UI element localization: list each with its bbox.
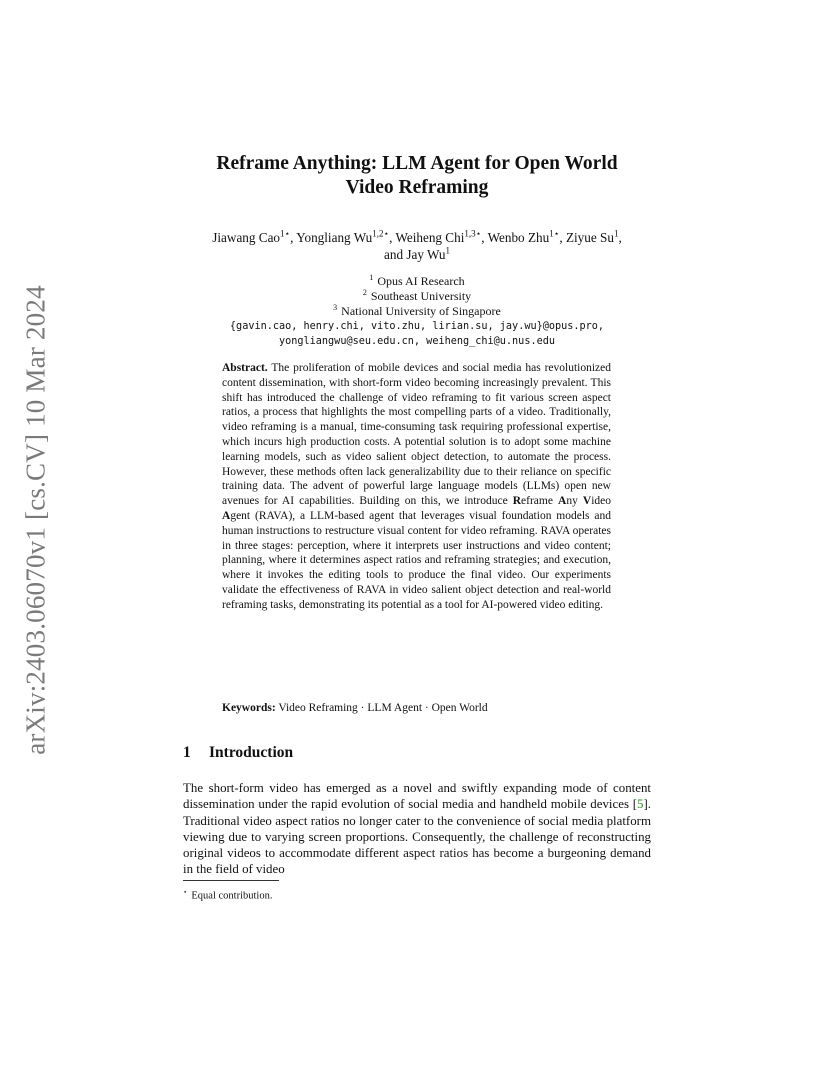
keywords-text: Video Reframing · LLM Agent · Open World [278, 702, 488, 714]
arxiv-identifier: arXiv:2403.06070v1 [cs.CV] 10 Mar 2024 [20, 285, 51, 755]
authors-and: and [384, 247, 404, 262]
affiliation: $^2$ Southeast University [362, 287, 472, 303]
author: Yongliang $Wu^{1,2⋆}$ [296, 228, 390, 245]
arxiv-stamp [16, 0, 56, 1072]
affiliations [183, 274, 651, 318]
title-line-2: Video Reframing [345, 177, 489, 198]
author: Jiawang Cao$^{1⋆}$ [212, 228, 291, 245]
author: Ziyue Su$^1$ [565, 228, 619, 245]
affiliation: $^3$ National University of Singapore [333, 302, 501, 318]
abstract [222, 361, 611, 613]
keywords-label: Keywords: [222, 702, 276, 714]
email-line: {gavin.cao, henry.chi, vito.zhu, lirian.su, jay.wu}@opus.pro, [229, 321, 605, 332]
rava-name: Reframe Any Video Agent [222, 495, 612, 522]
intro-paragraph: The short-form video has emerged as a novel and swiftly expanding mode of content dissemination under the rapid evolution of social media and handheld mobile devices [5]. Traditional video aspect ratios no longer cater to the convenience of social media platform viewing due to varying screen proportions. Consequently, the challenge of reconstructing original videos to accommodate different aspect ratios has become a burgeoning demand in the field of video [183, 781, 651, 877]
author: Weiheng Chi$^{1,3⋆}$ [395, 228, 482, 245]
author: Wenbo Zhu$^{1⋆}$ [487, 228, 560, 245]
abstract-text-1: The proliferation of mobile devices and social media has revolutionized content dissemination, with short-form video becoming increasingly prevalent. This shift has introduced the challenge of video reframing to fit various screen aspect ratios, a process that highlights the most compelling parts of a video. Traditionally, video reframing is a manual, time-consuming task requiring professional expertise, which incurs high production costs. A potential solution is to adopt some machine learning models, such as video salient object detection, to automate the process. However, these methods often lack generalizability due to their reliance on specific training data. The advent of powerful large language models (LLMs) open new avenues for AI capabilities. Building on this, we introduce [222, 362, 611, 508]
author-emails [183, 319, 651, 349]
abstract-text-2: (RAVA), a LLM-based agent that leverages visual foundation models and human instructions to restructure visual content for video reframing. RAVA operates in three stages: perception, where it interprets user instructions and video content; planning, where it determines aspect ratios and reframing strategies; and execution, where it invokes the editing tools to produce the final video. Our experiments validate the effectiveness of RAVA in video salient object detection and real-world reframing tasks, demonstrating its potential as a tool for AI-powered video editing. [222, 509, 611, 611]
affiliation: $^1$ Opus AI Research [369, 273, 465, 288]
section-heading [183, 743, 293, 763]
footnote-rule [183, 880, 279, 881]
email-line: yongliangwu@seu.edu.cn, weiheng_chi@u.nus.edu [278, 336, 555, 347]
citation-link[interactable]: 5 [637, 797, 644, 812]
footnote-text: Equal contribution. [191, 890, 273, 902]
abstract-label: Abstract. [222, 362, 268, 374]
author-list: Jiawang Cao$^{1⋆}$, Yongliang $Wu^{1,2⋆}$, Weiheng Chi$^{1,3⋆}$, Wenbo Zhu$^{1⋆}$, Ziyue Su$^1$, and Jay Wu$^1$ [212, 228, 622, 262]
footnote-mark: ⋆ [183, 888, 188, 896]
author: Jay Wu$^1$ [406, 245, 450, 262]
footnote [183, 885, 272, 904]
title-line-1: Reframe Anything: LLM Agent for Open World [216, 153, 618, 174]
section-number: 1 [183, 744, 191, 761]
keywords [222, 701, 611, 716]
section-title: Introduction [209, 744, 294, 761]
paper-title [183, 152, 651, 200]
